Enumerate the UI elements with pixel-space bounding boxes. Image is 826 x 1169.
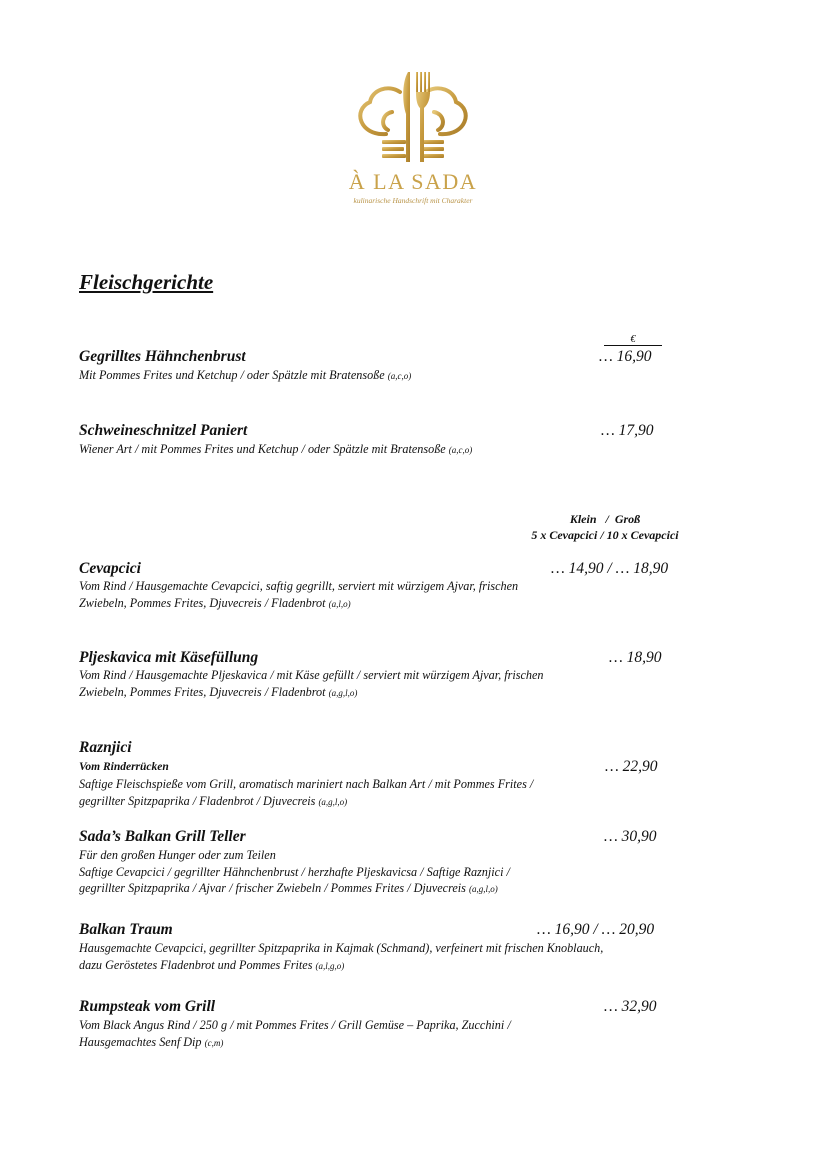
menu-item-name: Raznjici: [79, 739, 132, 756]
menu-item-name: Pljeskavica mit Käsefüllung: [79, 649, 259, 666]
chef-hat-fork-knife-icon: [330, 66, 496, 166]
menu-item-name: Gegrilltes Hähnchenbrust: [79, 348, 246, 365]
menu-item-description: Hausgemachte Cevapcici, gegrillter Spitzpaprika in Kajmak (Schmand), verfeinert mit frischen Knoblauch, dazu Geröstetes Fladenbrot und Pommes Frites (a,l,g,o): [79, 941, 604, 972]
menu-item-price: … 30,90: [604, 828, 657, 845]
allergen-codes: (a,l,o): [328, 598, 351, 609]
menu-item-description: Für den großen Hunger oder zum Teilen Saftige Cevapcici / gegrillter Hähnchenbrust / herzhafte Pljeskavicsa / Saftige Raznjici / gegrillter Spitzpaprika / Ajvar / frischer Zwiebeln / Pommes Frites / Djuvecreis (a,g,l,o): [79, 848, 510, 895]
menu-item-price: … 14,90 / … 18,90: [551, 560, 669, 577]
menu-item-name: Rumpsteak vom Grill: [79, 998, 216, 1015]
menu-item-description: Vom Rind / Hausgemachte Pljeskavica / mit Käse gefüllt / serviert mit würzigem Ajvar, frischen Zwiebeln, Pommes Frites, Djuvecreis / Fladenbrot (a,g,l,o): [79, 668, 544, 699]
menu-item-price: … 17,90: [601, 422, 654, 439]
size-header: [500, 511, 710, 543]
menu-item-description: Wiener Art / mit Pommes Frites und Ketchup / oder Spätzle mit Bratensoße (a,c,o): [79, 442, 473, 456]
menu-item-price: … 16,90: [599, 348, 652, 365]
menu-item-description: Vom Black Angus Rind / 250 g / mit Pommes Frites / Grill Gemüse – Paprika, Zucchini / Hausgemachtes Senf Dip (c,m): [79, 1018, 511, 1049]
allergen-codes: (c,m): [204, 1037, 224, 1048]
menu-item-price: … 18,90: [609, 649, 662, 666]
menu-item-description: Mit Pommes Frites und Ketchup / oder Spätzle mit Bratensoße (a,c,o): [79, 368, 412, 382]
allergen-codes: (a,g,l,o): [468, 884, 498, 894]
allergen-codes: (a,c,o): [387, 371, 412, 381]
menu-item-name: Schweineschnitzel Paniert: [79, 422, 248, 439]
currency-header: €: [604, 334, 662, 346]
menu-item-name: Sada’s Balkan Grill Teller: [79, 828, 246, 845]
menu-item-price: … 32,90: [604, 998, 657, 1015]
menu-item-price: … 22,90: [605, 758, 658, 775]
menu-item-subtitle: Vom Rinderrücken: [79, 761, 169, 773]
brand-tagline: kulinarische Handschrift mit Charakter: [353, 196, 473, 205]
allergen-codes: (a,c,o): [448, 445, 473, 455]
menu-item-name: Cevapcici: [79, 560, 141, 577]
menu-item-description: Saftige Fleischspieße vom Grill, aromatisch mariniert nach Balkan Art / mit Pommes Frites / gegrillter Spitzpaprika / Fladenbrot / Djuvecreis (a,g,l,o): [79, 777, 534, 808]
allergen-codes: (a,g,l,o): [318, 796, 348, 807]
menu-item-price: … 16,90 / … 20,90: [537, 921, 655, 938]
allergen-codes: (a,l,g,o): [315, 960, 345, 971]
size-header-labels: Klein / Groß: [569, 512, 641, 526]
allergen-codes: (a,g,l,o): [328, 687, 358, 698]
size-header-quantities: 5 x Cevapcici / 10 x Cevapcici: [531, 528, 679, 542]
menu-item-name: Balkan Traum: [79, 921, 173, 938]
menu-item-description: Vom Rind / Hausgemachte Cevapcici, saftig gegrillt, serviert mit würzigem Ajvar, frischen Zwiebeln, Pommes Frites, Djuvecreis / Fladenbrot (a,l,o): [79, 579, 519, 610]
brand-name: À LA SADA: [348, 169, 478, 194]
section-title: Fleischgerichte: [79, 270, 214, 294]
